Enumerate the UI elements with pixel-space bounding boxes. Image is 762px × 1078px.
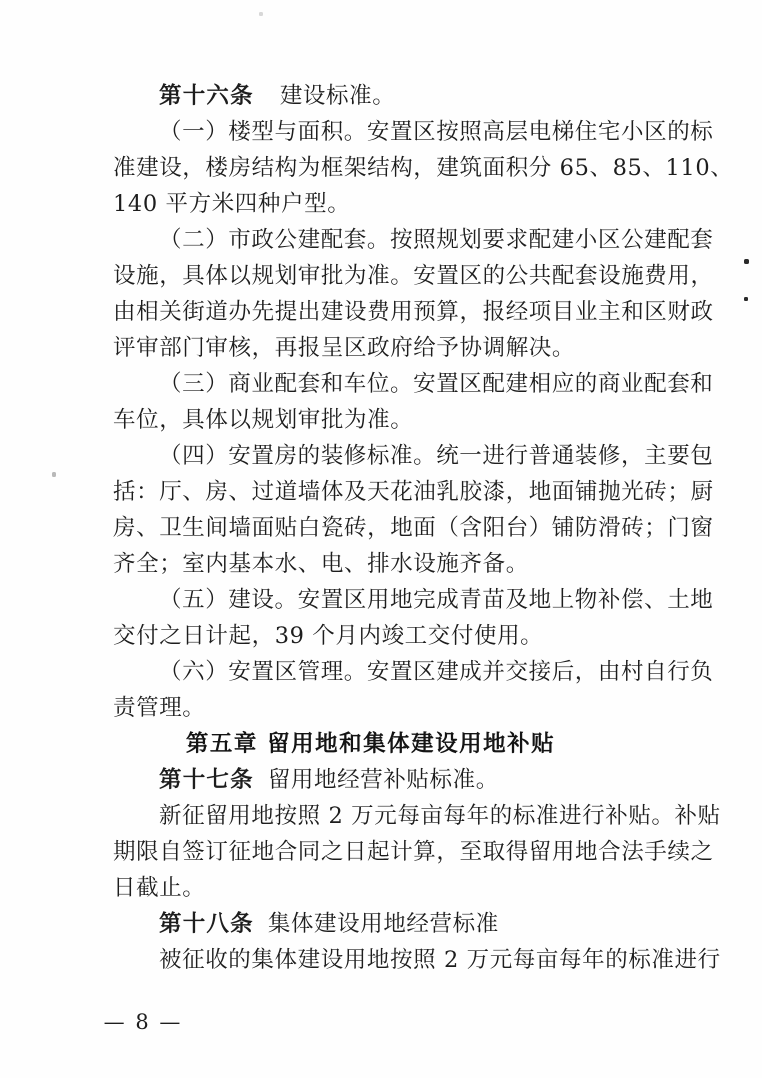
paragraph-line: （二）市政公建配套。按照规划要求配建小区公建配套 <box>159 227 714 253</box>
chapter-heading-5: 第五章 留用地和集体建设用地补贴 <box>185 731 556 757</box>
scan-speck <box>52 472 56 477</box>
page-number: — 8 — <box>103 1010 183 1034</box>
article-number: 第十八条 <box>159 911 254 937</box>
article-heading-17 <box>113 762 650 798</box>
paragraph-line: （六）安置区管理。安置区建成并交接后，由村自行负 <box>159 659 714 685</box>
paragraph-line: 期限自签订征地合同之日起计算，至取得留用地合法手续之 <box>113 839 714 865</box>
paragraph-line: 设施，具体以规划审批为准。安置区的公共配套设施费用， <box>113 263 714 289</box>
paragraph-line: 被征收的集体建设用地按照 2 万元每亩每年的标准进行 <box>159 947 721 973</box>
article-number: 第十七条 <box>159 767 254 793</box>
paragraph-line: 车位，具体以规划审批为准。 <box>113 407 414 433</box>
paragraph-line: （三）商业配套和车位。安置区配建相应的商业配套和 <box>159 371 714 397</box>
article-title: 建设标准。 <box>279 83 396 109</box>
paragraph-line: 评审部门审核，再报呈区政府给予协调解决。 <box>113 335 576 361</box>
article-heading-18 <box>113 906 650 942</box>
paragraph-line: 新征留用地按照 2 万元每亩每年的标准进行补贴。补贴 <box>159 803 721 829</box>
paragraph-line: 齐全；室内基本水、电、排水设施齐备。 <box>113 551 529 577</box>
article-title: 留用地经营补贴标准。 <box>267 767 499 793</box>
paragraph-line: 房、卫生间墙面贴白瓷砖，地面（含阳台）铺防滑砖；门窗 <box>113 515 714 541</box>
scan-speck <box>259 12 263 16</box>
paragraph-line: （一）楼型与面积。安置区按照高层电梯住宅小区的标 <box>159 119 714 145</box>
paragraph-line: 由相关街道办先提出建设费用预算，报经项目业主和区财政 <box>113 299 714 325</box>
article-heading-16 <box>113 78 650 114</box>
paragraph-line: 140 平方米四种户型。 <box>113 191 351 217</box>
document-body <box>113 78 734 978</box>
scan-speck <box>744 297 748 301</box>
article-number: 第十六条 <box>159 83 254 109</box>
paragraph-line: （五）建设。安置区用地完成青苗及地上物补偿、土地 <box>159 587 714 613</box>
paragraph-line: 日截止。 <box>113 875 206 901</box>
paragraph-line: 责管理。 <box>113 695 206 721</box>
paragraph-line: 交付之日计起，39 个月内竣工交付使用。 <box>113 623 544 649</box>
article-title: 集体建设用地经营标准 <box>267 911 499 937</box>
paragraph-line: 准建设，楼房结构为框架结构，建筑面积分 65、85、110、 <box>113 155 734 181</box>
paragraph-line: 括：厅、房、过道墙体及天花油乳胶漆，地面铺抛光砖；厨 <box>113 479 714 505</box>
scan-speck <box>744 259 749 264</box>
paragraph-line: （四）安置房的装修标准。统一进行普通装修，主要包 <box>159 443 714 469</box>
